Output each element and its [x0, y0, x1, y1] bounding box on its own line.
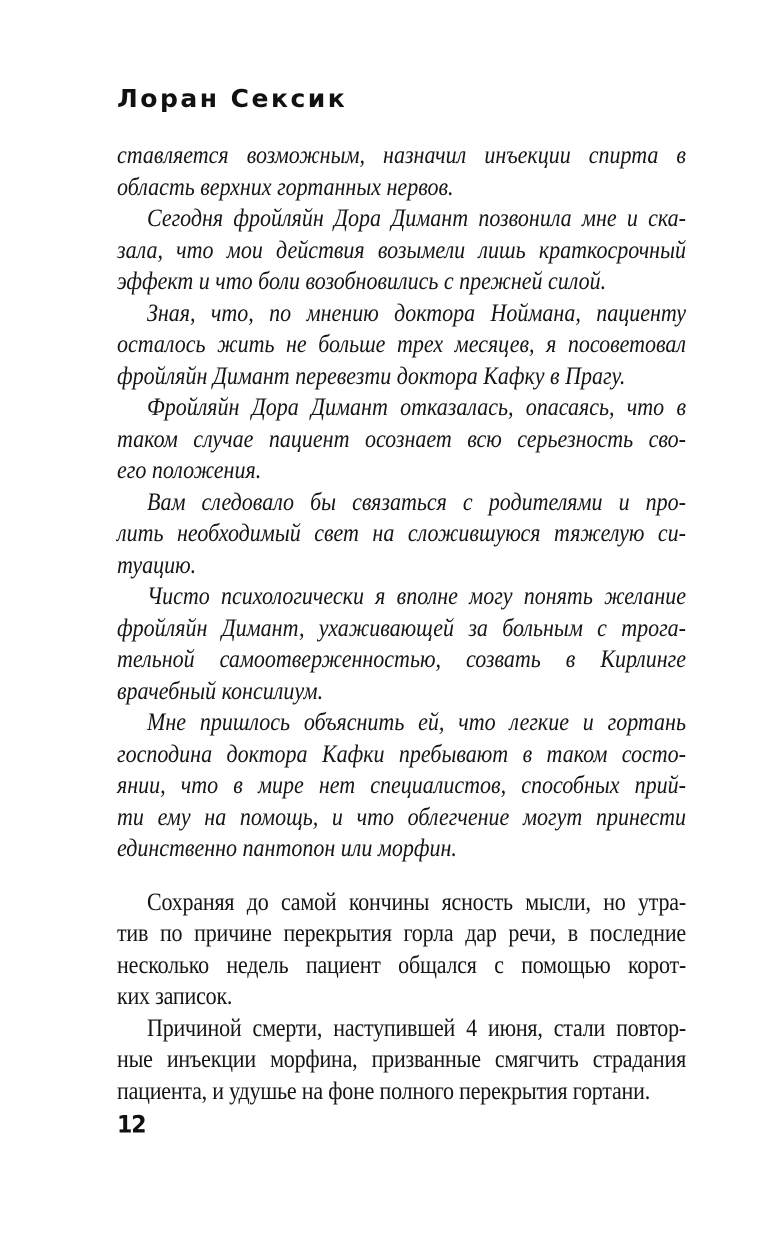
text-line: Чисто психологически я вполне могу понять желание [147, 580, 686, 610]
text-line: ные инъекции морфина, призванные смягчить страдания [117, 1043, 686, 1073]
narrative-regular [117, 886, 686, 1107]
text-line: Причиной смерти, наступившей 4 июня, стали повтор- [147, 1012, 686, 1042]
text-line: Вам следовало бы связаться с родителями и про- [147, 486, 686, 516]
text-line: лить необходимый свет на сложившуюся тяжелую си- [117, 517, 686, 547]
text-line: тельной самоотверженностью, созвать в Кирлинге [117, 643, 686, 673]
text-line: несколько недель пациент общался с помощью корот- [117, 949, 686, 979]
text-line: туацию. [117, 549, 197, 579]
text-line: врачебный консилиум. [117, 675, 324, 705]
text-line: Сегодня фройляйн Дора Димант позвонила мне и ска- [147, 202, 686, 232]
text-line: осталось жить не больше трех месяцев, я посоветовал [117, 328, 686, 358]
author-header: Лоран Сексик [117, 84, 348, 113]
text-line: Мне пришлось объяснить ей, что легкие и гортань [147, 706, 686, 736]
paragraph [117, 202, 686, 297]
paragraph [117, 580, 686, 706]
text-line: Сохраняя до самой кончины ясность мысли, но утра- [147, 886, 686, 916]
text-line: тив по причине перекрытия горла дар речи, в последние [117, 917, 686, 947]
paragraph [117, 139, 686, 202]
text-line: пациента, и удушье на фоне полного перекрытия гортани. [117, 1075, 650, 1105]
text-line: эффект и что боли возобновились с прежней силой. [117, 265, 607, 295]
text-line: янии, что в мире нет специалистов, способных прий- [117, 769, 686, 799]
text-line: фройляйн Димант перевезти доктора Кафку в Прагу. [117, 360, 626, 390]
text-line: единственно пантопон или морфин. [117, 832, 457, 862]
text-line: таком случае пациент осознает всю серьезность сво- [117, 423, 686, 453]
text-line: ких записок. [117, 980, 233, 1010]
text-line: его положения. [117, 454, 262, 484]
paragraph [117, 391, 686, 486]
text-line: господина доктора Кафки пребывают в таком состо- [117, 738, 686, 768]
journal-entry-italic [117, 139, 686, 864]
body-text-block [117, 139, 686, 1106]
text-line: Зная, что, по мнению доктора Ноймана, пациенту [147, 297, 686, 327]
paragraph [117, 486, 686, 581]
text-line: ставляется возможным, назначил инъекции спирта в [117, 139, 686, 169]
paragraph [117, 706, 686, 864]
text-line: ти ему на помощь, и что облегчение могут принести [117, 801, 686, 831]
paragraph [117, 1012, 686, 1107]
paragraph [117, 886, 686, 1012]
text-line: фройляйн Димант, ухаживающей за больным с трога- [117, 612, 686, 642]
text-line: Фройляйн Дора Димант отказалась, опасаясь, что в [147, 391, 686, 421]
paragraph [117, 297, 686, 392]
text-line: область верхних гортанных нервов. [117, 171, 454, 201]
page-number: 12 [117, 1111, 146, 1140]
text-line: зала, что мои действия возымели лишь краткосрочный [117, 234, 686, 264]
